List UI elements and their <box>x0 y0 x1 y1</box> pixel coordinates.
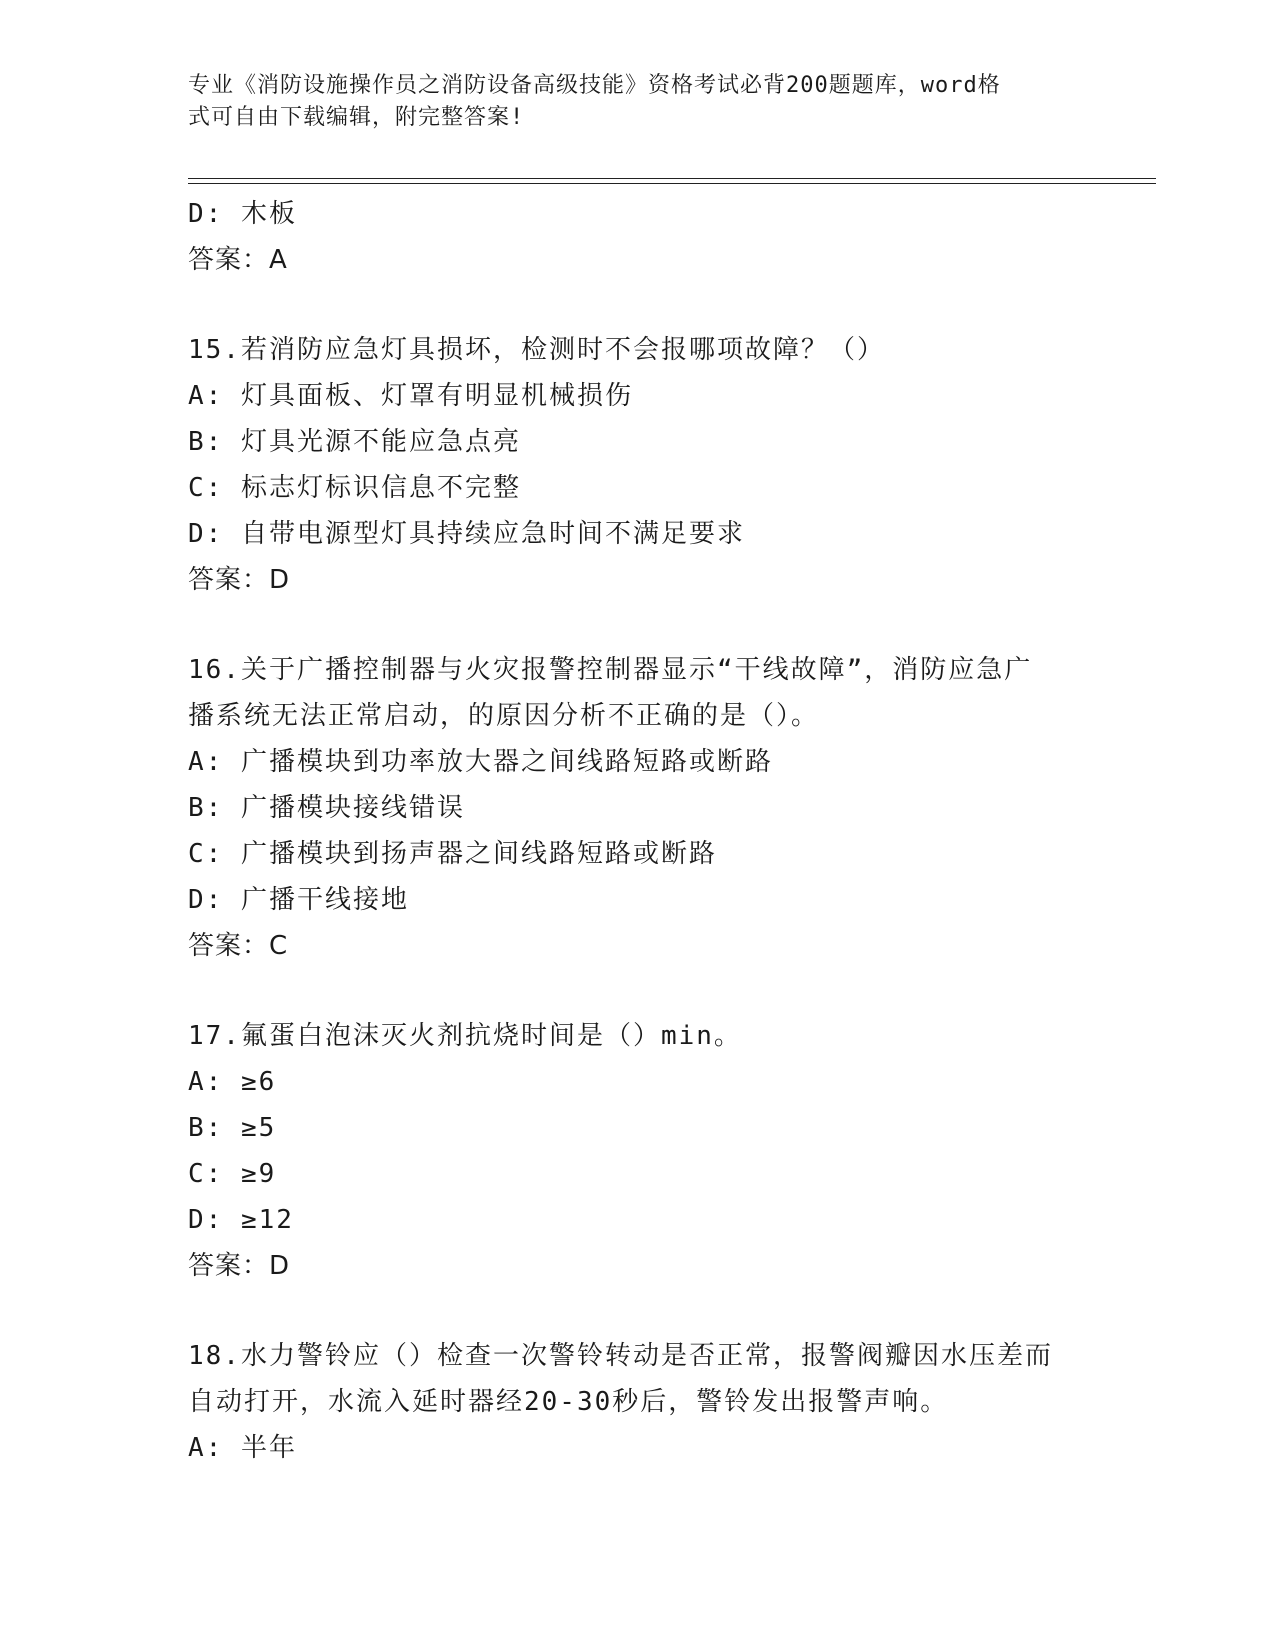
option-d: D: 木板 <box>188 199 297 229</box>
header-divider-top <box>188 178 1156 179</box>
spacer <box>188 1289 1188 1333</box>
option-d: D: 自带电源型灯具持续应急时间不满足要求 <box>188 519 745 549</box>
option-a: A: 广播模块到功率放大器之间线路短路或断路 <box>188 747 773 777</box>
question-list <box>188 191 1188 1471</box>
option-b: B: 广播模块接线错误 <box>188 793 465 823</box>
option-c: C: 标志灯标识信息不完整 <box>188 473 521 503</box>
question-15 <box>188 327 1188 603</box>
option-c: C: 广播模块到扬声器之间线路短路或断路 <box>188 839 717 869</box>
question-stem-line-1: 16.关于广播控制器与火灾报警控制器显示“干线故障”，消防应急广 <box>188 655 1033 685</box>
header-title-line-1: 专业《消防设施操作员之消防设备高级技能》资格考试必背200题题库，word格 <box>188 73 1001 98</box>
question-stem-line-2: 自动打开，水流入延时器经20-30秒后，警铃发出报警声响。 <box>188 1387 949 1417</box>
header-divider-bottom <box>188 183 1156 184</box>
header-title-line-2: 式可自由下载编辑，附完整答案! <box>188 105 525 130</box>
option-a: A: 半年 <box>188 1433 297 1463</box>
question-18 <box>188 1333 1188 1471</box>
question-stem-line-1: 18.水力警铃应（）检查一次警铃转动是否正常，报警阀瓣因水压差而 <box>188 1341 1053 1371</box>
option-b: B: ≥5 <box>188 1113 277 1143</box>
option-a: A: ≥6 <box>188 1067 277 1097</box>
option-b: B: 灯具光源不能应急点亮 <box>188 427 521 457</box>
question-stem-line-2: 播系统无法正常启动，的原因分析不正确的是（）。 <box>188 701 820 731</box>
answer-text: 答案：D <box>188 1251 291 1281</box>
answer-text: 答案：D <box>188 565 291 595</box>
answer-text: 答案：A <box>188 245 288 275</box>
spacer <box>188 969 1188 1013</box>
question-stem: 17.氟蛋白泡沫灭火剂抗烧时间是（）min。 <box>188 1021 742 1051</box>
question-17 <box>188 1013 1188 1289</box>
option-d: D: ≥12 <box>188 1205 294 1235</box>
answer-text: 答案：C <box>188 931 289 961</box>
option-c: C: ≥9 <box>188 1159 277 1189</box>
question-16 <box>188 647 1188 969</box>
spacer <box>188 283 1188 327</box>
question-stem: 15.若消防应急灯具损坏，检测时不会报哪项故障？（） <box>188 335 885 365</box>
document-header <box>188 70 1088 134</box>
option-a: A: 灯具面板、灯罩有明显机械损伤 <box>188 381 633 411</box>
spacer <box>188 603 1188 647</box>
option-d: D: 广播干线接地 <box>188 885 409 915</box>
